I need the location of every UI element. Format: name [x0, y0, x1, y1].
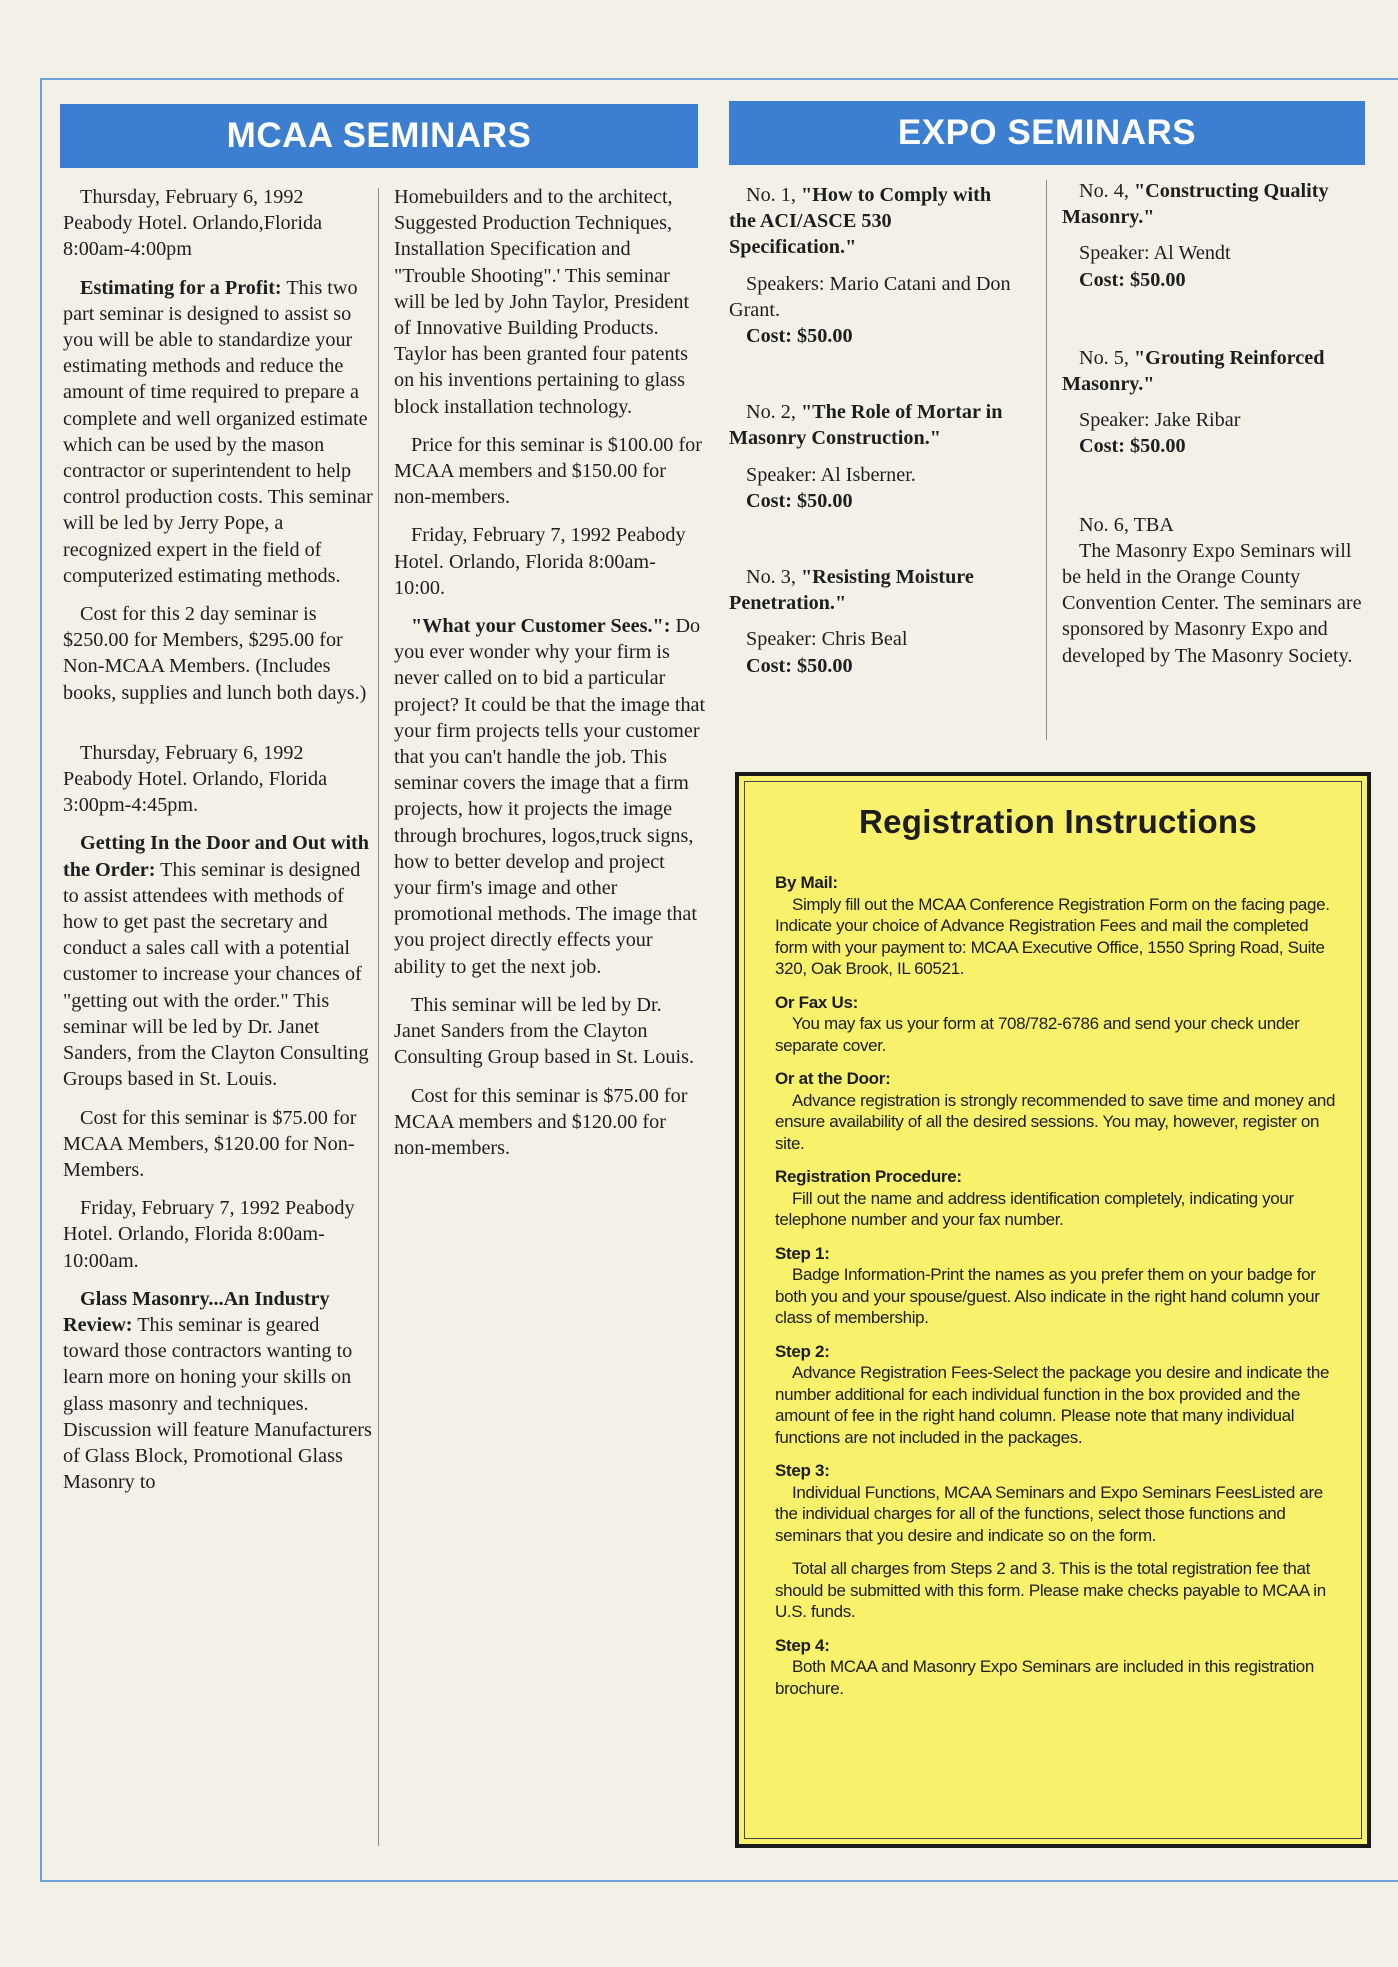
seminar-date: Friday, February 7, 1992 Peabody Hotel. Orlando, Florida 8:00am-10:00.	[394, 524, 686, 599]
step-3-heading: Step 3:	[775, 1461, 830, 1480]
step-4-heading: Step 4:	[775, 1635, 830, 1655]
expo-seminar-cost: Cost: $50.00	[1079, 268, 1186, 291]
mcaa-column-1	[63, 184, 373, 1507]
mcaa-seminars-banner	[60, 104, 698, 168]
seminar-description: Glass Masonry...An Industry Review: This seminar is geared toward those contractors wanting to learn more on honing your skills on glass masonry and techniques. Discussion will feature Manufacturers of Glass Block, Promotional Glass Masonry to	[63, 1287, 372, 1494]
seminar-date: Friday, February 7, 1992 Peabody Hotel. Orlando, Florida 8:00am-10:00am.	[63, 1197, 355, 1272]
expo-seminars-heading: EXPO SEMINARS	[897, 113, 1197, 152]
expo-column-1	[729, 182, 1019, 729]
expo-seminar-title: "Constructing Quality Masonry."	[1062, 180, 1329, 229]
seminar-cost: Cost for this seminar is $75.00 for MCAA Members, $120.00 for Non-Members.	[63, 1106, 357, 1181]
expo-seminar-speaker: Speakers: Mario Catani and Don Grant.	[729, 272, 1011, 321]
step-4-text: Both MCAA and Masonry Expo Seminars are included in this registration brochure.	[775, 1657, 1315, 1698]
by-mail-text: Simply fill out the MCAA Conference Registration Form on the facing page. Indicate your choice of Advance Registration Fees and mail the completed form with your payment to: MCAA Executive Office, 1550 Spring Road, Suite 320, Oak Brook, IL 60521.	[775, 894, 1330, 978]
seminar-cost: Cost for this 2 day seminar is $250.00 for Members, $295.00 for Non-MCAA Members. (Includes books, supplies and lunch both days.)	[63, 603, 367, 704]
seminar-description: Estimating for a Profit: This two part seminar is designed to assist so you will be able to standardize your estimating methods and reduce the amount of time required to prepare a complete and well organized estimate which can be used by the mason contractor or superintendent to help control production costs. This seminar will be led by Jerry Pope, a recognized expert in the field of computerized estimating methods.	[63, 276, 373, 587]
step-3-total-text: Total all charges from Steps 2 and 3. This is the total registration fee that should be submitted with this form. Please make checks payable to MCAA in U.S. funds.	[775, 1559, 1326, 1621]
procedure-heading: Registration Procedure:	[775, 1167, 962, 1186]
expo-seminar-2: No. 2, "The Role of Mortar in Masonry Construction." Speaker: Al Isberner. Cost: $50.00	[729, 399, 1019, 514]
expo-seminar-1: No. 1, "How to Comply with the ACI/ASCE 530 Specification." Speakers: Mario Catani and Don Grant. Cost: $50.00	[729, 182, 1019, 349]
expo-seminar-cost: Cost: $50.00	[1079, 435, 1186, 458]
expo-seminar-3: No. 3, "Resisting Moisture Penetration." Speaker: Chris Beal Cost: $50.00	[729, 564, 1019, 679]
expo-seminar-title: "The Role of Mortar in Masonry Construction."	[729, 401, 1003, 450]
seminar-description: This seminar will be led by Dr. Janet Sanders from the Clayton Consulting Group based in St. Louis.	[394, 993, 695, 1069]
expo-seminar-cost: Cost: $50.00	[746, 654, 853, 677]
expo-seminar-4: No. 4, "Constructing Quality Masonry." Speaker: Al Wendt Cost: $50.00	[1062, 178, 1362, 293]
seminar-title: "What your Customer Sees.":	[411, 615, 671, 638]
seminar-description: Getting In the Door and Out with the Order: This seminar is designed to assist attendees with methods of how to get past the secretary and conduct a sales call with a potential customer to increase your chances of "getting out with the order." This seminar will be led by Dr. Janet Sanders, from the Clayton Consulting Groups based in St. Louis.	[63, 832, 370, 1091]
seminar-date: Thursday, February 6, 1992 Peabody Hotel. Orlando, Florida 3:00pm-4:45pm.	[63, 741, 328, 817]
expo-seminar-title: "How to Comply with the ACI/ASCE 530 Specification."	[729, 184, 992, 259]
expo-seminar-speaker: Speaker: Jake Ribar	[1079, 409, 1241, 432]
fax-heading: Or Fax Us:	[775, 992, 858, 1012]
expo-location-note: The Masonry Expo Seminars will be held in the Orange County Convention Center. The seminars are sponsored by Masonry Expo and developed by The Masonry Society.	[1062, 539, 1362, 667]
expo-seminar-cost: Cost: $50.00	[746, 489, 853, 512]
seminar-cost: Price for this seminar is $100.00 for MCAA members and $150.00 for non-members.	[394, 433, 702, 509]
expo-seminar-cost: Cost: $50.00	[746, 325, 853, 348]
by-mail-heading: By Mail:	[775, 873, 838, 892]
step-2-heading: Step 2:	[775, 1341, 830, 1361]
door-heading: Or at the Door:	[775, 1069, 891, 1088]
seminar-description: "What your Customer Sees.": Do you ever wonder why your firm is never called on to bid a particular project? It could be that the image that your firm projects tells your customer that you can't handle the job. This seminar covers the image that a firm projects, how it projects the image through brochures, logos,truck signs, how to better develop and project your firm's image and other promotional methods. The image that you project directly effects your ability to get the next job.	[394, 615, 706, 978]
door-text: Advance registration is strongly recommended to save time and money and ensure availability of all the desired sessions. You may, however, register on site.	[775, 1090, 1336, 1153]
registration-instructions-box	[735, 772, 1371, 1848]
procedure-text: Fill out the name and address identification completely, indicating your telephone number and your fax number.	[775, 1188, 1294, 1229]
seminar-date: Thursday, February 6, 1992 Peabody Hotel. Orlando,Florida 8:00am-4:00pm	[63, 186, 323, 261]
expo-seminar-speaker: Speaker: Al Isberner.	[746, 463, 916, 486]
seminar-title: Getting In the Door and Out with the Order:	[63, 832, 370, 881]
mcaa-seminars-heading: MCAA SEMINARS	[226, 116, 532, 155]
seminar-cost: Cost for this seminar is $75.00 for MCAA members and $120.00 for non-members.	[394, 1084, 688, 1159]
fax-text: You may fax us your form at 708/782-6786 and send your check under separate cover.	[775, 1014, 1300, 1055]
step-3-text: Individual Functions, MCAA Seminars and Expo Seminars FeesListed are the individual charges for all of the functions, select those functions and seminars that you desire and indicate so on the form.	[775, 1482, 1323, 1545]
expo-seminar-speaker: Speaker: Chris Beal	[746, 628, 908, 651]
step-2-text: Advance Registration Fees-Select the package you desire and indicate the number additional for each individual function in the box provided and the amount of fee in the right hand column. Please note that many individual functions are not included in the packages.	[775, 1363, 1330, 1447]
seminar-title: Estimating for a Profit:	[80, 276, 282, 299]
column-divider	[1046, 180, 1047, 740]
expo-seminar-speaker: Speaker: Al Wendt	[1079, 242, 1231, 265]
expo-column-2	[1062, 178, 1362, 669]
expo-seminar-title: "Grouting Reinforced Masonry."	[1062, 346, 1325, 396]
column-divider	[378, 188, 379, 1846]
step-1-text: Badge Information-Print the names as you prefer them on your badge for both you and your spouse/guest. Also indicate in the right hand column your class of membership.	[775, 1265, 1320, 1327]
seminar-description: Homebuilders and to the architect, Suggested Production Techniques, Installation Specification and "Trouble Shooting".' This seminar will be led by John Taylor, President of Innovative Building Products. Taylor has been granted four patents on his inventions pertaining to glass block installation technology.	[394, 186, 690, 418]
registration-title: Registration Instructions	[858, 803, 1258, 840]
expo-seminar-title: "Resisting Moisture Penetration."	[729, 566, 974, 615]
mcaa-column-2	[394, 184, 706, 1173]
step-1-heading: Step 1:	[775, 1243, 830, 1263]
expo-seminars-banner	[729, 101, 1365, 165]
seminar-title: Glass Masonry...An Industry Review:	[63, 1287, 330, 1336]
expo-seminar-5: No. 5, "Grouting Reinforced Masonry." Speaker: Jake Ribar Cost: $50.00	[1062, 345, 1362, 460]
expo-seminar-6: No. 6, TBA	[1079, 513, 1174, 536]
